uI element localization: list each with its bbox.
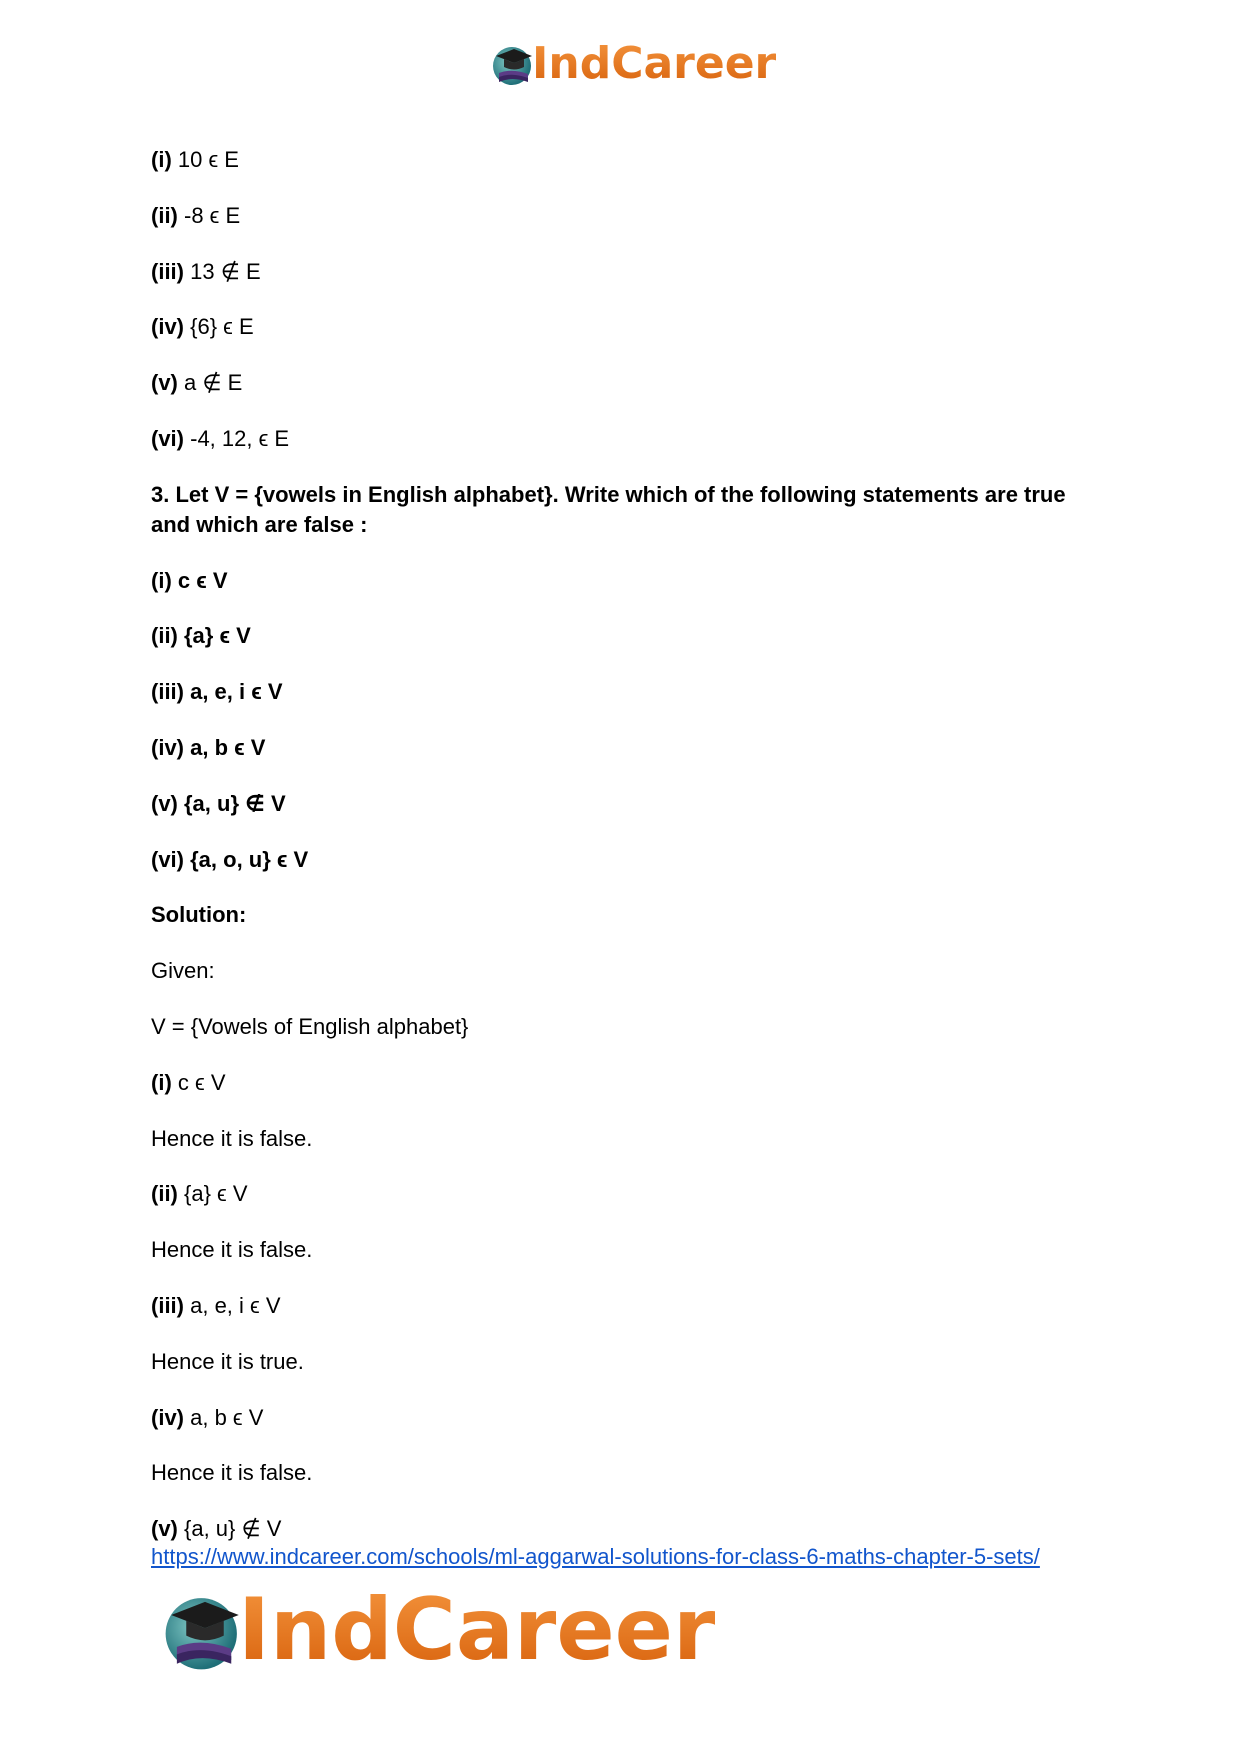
list-item: (vi) -4, 12, ϵ E xyxy=(151,425,290,451)
graduation-cap-book-icon xyxy=(490,40,538,88)
answer-item: (ii) {a} ϵ V xyxy=(151,1181,248,1207)
list-item: (i) 10 ϵ E xyxy=(151,147,239,172)
statement-item: (iii) a, e, i ϵ V xyxy=(151,679,283,705)
answer-item: (v) {a, u} ∉ V xyxy=(151,1516,282,1542)
answer-result: Hence it is false. xyxy=(151,1237,313,1263)
statement-item: (vi) {a, o, u} ϵ V xyxy=(151,846,309,872)
list-item: (iv) {6} ϵ E xyxy=(151,314,254,340)
given-set: V = {Vowels of English alphabet} xyxy=(151,1013,469,1039)
statement-item: (i) c ϵ V xyxy=(151,567,228,593)
question-3: 3. Let V = {vowels in English alphabet}. Write which of the following statements are true and which are false : xyxy=(151,481,1066,537)
list-item: (v) a ∉ E xyxy=(151,370,243,396)
footer-logo xyxy=(160,1580,716,1680)
footer-logo-text: IndCareer xyxy=(238,1580,716,1680)
graduation-cap-book-icon xyxy=(160,1585,250,1675)
footer-link[interactable]: https://www.indcareer.com/schools/ml-aggarwal-solutions-for-class-6-maths-chapter-5-sets/ xyxy=(151,1544,1040,1569)
answer-result: Hence it is false. xyxy=(151,1460,313,1486)
given-label: Given: xyxy=(151,958,215,984)
answer-item: (iv) a, b ϵ V xyxy=(151,1404,264,1430)
statement-item: (ii) {a} ϵ V xyxy=(151,623,251,649)
statement-item: (v) {a, u} ∉ V xyxy=(151,790,286,816)
header-logo-text: IndCareer xyxy=(532,38,777,89)
document-body xyxy=(151,145,1091,1570)
statement-item: (iv) a, b ϵ V xyxy=(151,734,266,760)
list-item: (ii) -8 ϵ E xyxy=(151,202,241,228)
answer-result: Hence it is false. xyxy=(151,1125,313,1151)
solution-heading: Solution: xyxy=(151,902,247,928)
answer-result: Hence it is true. xyxy=(151,1348,304,1374)
answer-item: (iii) a, e, i ϵ V xyxy=(151,1292,281,1318)
answer-item: (i) c ϵ V xyxy=(151,1069,226,1095)
header-logo xyxy=(490,40,776,88)
list-item: (iii) 13 ∉ E xyxy=(151,258,261,284)
